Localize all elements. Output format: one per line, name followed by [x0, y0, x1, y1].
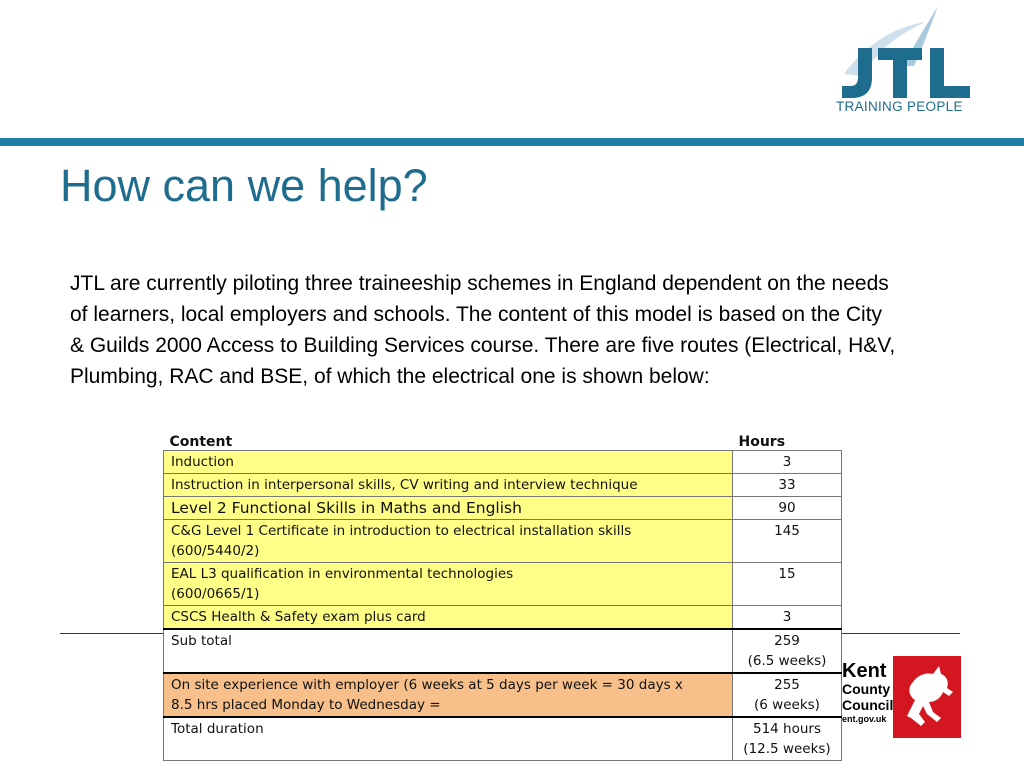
- row-content: [164, 563, 733, 606]
- row-content: [164, 673, 733, 717]
- row-hours: [733, 717, 842, 761]
- kcc-line-3: Council: [842, 697, 894, 713]
- kcc-logo-text: [842, 661, 893, 725]
- table-row: [164, 451, 842, 474]
- row-content: Induction: [164, 451, 733, 474]
- row-hours: 145: [733, 520, 842, 563]
- row-content: Instruction in interpersonal skills, CV writing and interview technique: [164, 474, 733, 497]
- table-row: [164, 606, 842, 630]
- kcc-line-4: ent.gov.uk: [842, 714, 887, 724]
- row-hours-line2: (6 weeks): [754, 697, 820, 713]
- logo-tagline: TRAINING PEOPLE: [836, 99, 963, 114]
- row-hours: 33: [733, 474, 842, 497]
- row-hours: 15: [733, 563, 842, 606]
- table-row: [164, 474, 842, 497]
- row-hours: [733, 629, 842, 673]
- kcc-line-1: Kent: [842, 660, 887, 682]
- table-row: [164, 563, 842, 606]
- row-content-line2: (600/0665/1): [171, 586, 260, 602]
- divider-line-right: [842, 633, 960, 634]
- row-hours: 3: [733, 606, 842, 630]
- row-content-line1: EAL L3 qualification in environmental technologies: [171, 566, 514, 582]
- row-hours-line1: 259: [774, 633, 800, 649]
- table-row: [164, 497, 842, 520]
- course-table: [163, 432, 842, 761]
- row-hours: 3: [733, 451, 842, 474]
- row-content-line2: (600/5440/2): [171, 543, 260, 559]
- row-content-line1: C&G Level 1 Certificate in introduction to electrical installation skills: [171, 523, 632, 539]
- slide-title: How can we help?: [60, 160, 428, 211]
- row-content: [164, 520, 733, 563]
- kcc-line-2: County: [842, 681, 891, 697]
- divider-line-left: [60, 633, 163, 634]
- table-row-subtotal: [164, 629, 842, 673]
- row-hours-line1: 255: [774, 677, 800, 693]
- table-row-total: [164, 717, 842, 761]
- hours-header: Hours: [738, 434, 786, 450]
- table-row: [164, 520, 842, 563]
- row-content: Level 2 Functional Skills in Maths and English: [164, 497, 733, 520]
- row-content-line1: On site experience with employer (6 weeks at 5 days per week = 30 days x: [171, 677, 683, 693]
- row-content: Sub total: [164, 629, 733, 673]
- header-rule: [0, 138, 1024, 146]
- row-content: Total duration: [164, 717, 733, 761]
- kcc-horse-emblem-icon: [893, 656, 961, 738]
- table-row-onsite: [164, 673, 842, 717]
- content-header: Content: [169, 434, 233, 450]
- row-content-line2: 8.5 hrs placed Monday to Wednesday =: [171, 697, 441, 713]
- row-content: CSCS Health & Safety exam plus card: [164, 606, 733, 630]
- intro-paragraph: JTL are currently piloting three traineeship schemes in England dependent on the needs of learners, local employers and schools. The content of this model is based on the City & Guilds 2000 Access to Building Services course. There are five routes (Electrical, H&V, Plumbing, RAC and BSE, of which the electrical one is shown below:: [70, 272, 896, 388]
- row-hours-line1: 514 hours: [752, 721, 821, 737]
- row-hours-line2: (12.5 weeks): [743, 741, 831, 757]
- row-hours: 90: [733, 497, 842, 520]
- row-hours: [733, 673, 842, 717]
- row-hours-line2: (6.5 weeks): [747, 653, 827, 669]
